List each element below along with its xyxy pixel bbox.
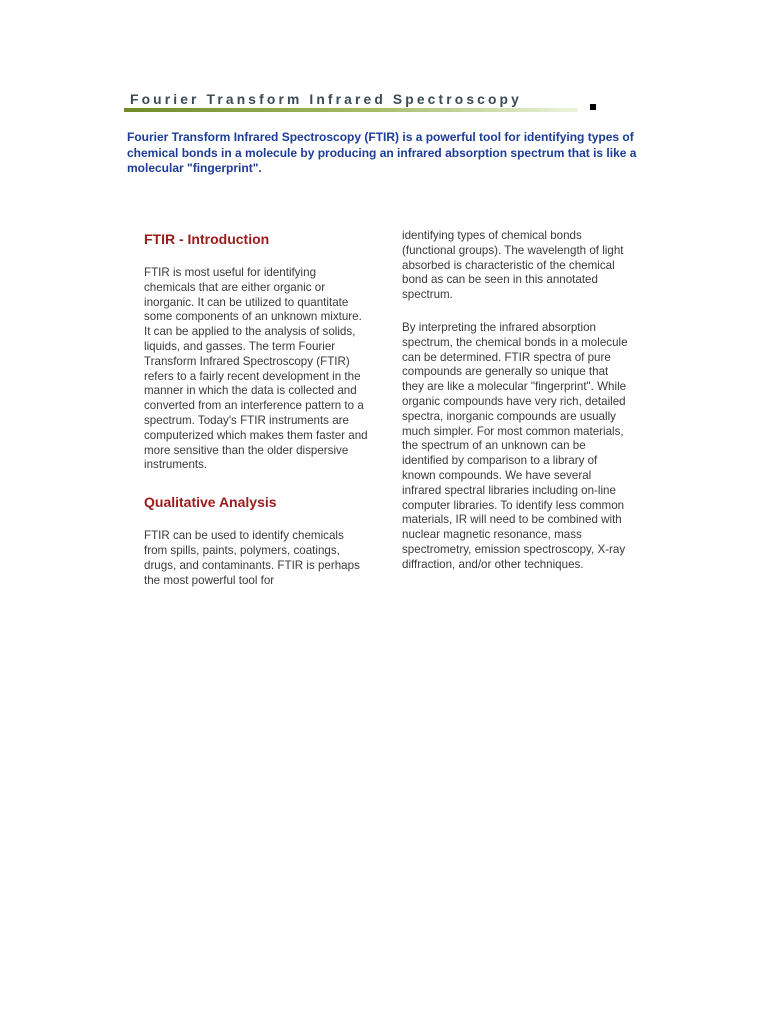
intro-summary: Fourier Transform Infrared Spectroscopy (FTIR) is a powerful tool for identifying types of chemical bonds in a molecule by producing an infrared absorption spectrum that is like a molecular "fingerprint". <box>127 130 637 175</box>
square-bullet-icon <box>590 104 596 110</box>
introduction-paragraph: FTIR is most useful for identifying chemicals that are either organic or inorganic. It can be utilized to quantitate some components of an unknown mixture. It can be applied to the analysis of solids, liquids, and gasses. The term Fourier Transform Infrared Spectroscopy (FTIR) refers to a fairly recent development in the manner in which the data is collected and converted from an interference pattern to a spectrum. Today's FTIR instruments are computerized which makes them faster and more sensitive than the older dispersive instruments. <box>144 266 368 472</box>
qualitative-analysis-paragraph: FTIR can be used to identify chemicals from spills, paints, polymers, coatings, drugs, and contaminants. FTIR is perhaps the most powerful tool for <box>144 529 360 587</box>
title-banner <box>124 88 596 114</box>
spectrum-interpretation-paragraph: By interpreting the infrared absorption spectrum, the chemical bonds in a molecule can be determined. FTIR spectra of pure compounds are generally so unique that they are like a molecular "fingerprint". While organic compounds have very rich, detailed spectra, inorganic compounds are usually much simpler. For most common materials, the spectrum of an unknown can be identified by comparison to a library of known compounds. We have several infrared spectral libraries including on-line computer libraries. To identify less common materials, IR will need to be combined with nuclear magnetic resonance, mass spectrometry, emission spectroscopy, X-ray diffraction, and/or other techniques. <box>402 320 628 571</box>
section-heading-introduction: FTIR - Introduction <box>144 231 270 247</box>
page-title: Fourier Transform Infrared Spectroscopy <box>130 92 526 108</box>
functional-groups-paragraph: identifying types of chemical bonds (functional groups). The wavelength of light absorbed is characteristic of the chemical bond as can be seen in this annotated spectrum. <box>402 229 624 302</box>
right-column <box>402 229 628 591</box>
section-heading-qualitative-analysis: Qualitative Analysis <box>144 494 277 511</box>
left-column <box>144 230 370 606</box>
title-underline-rule <box>124 108 578 112</box>
